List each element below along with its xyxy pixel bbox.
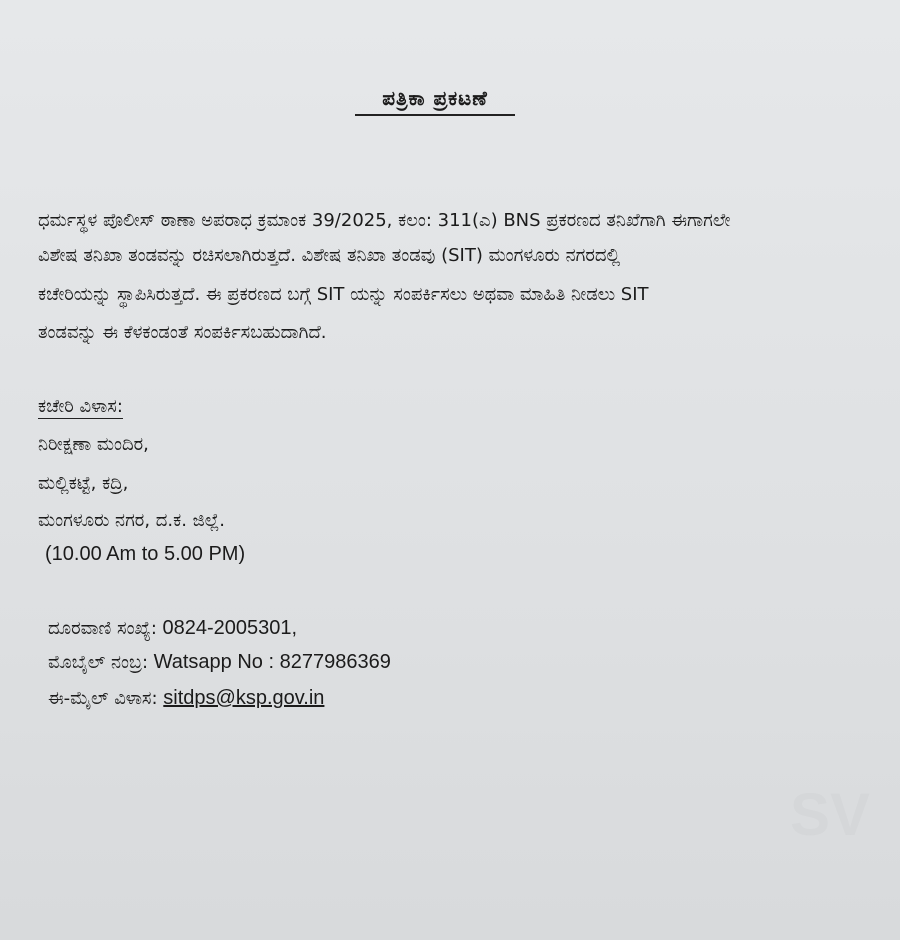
mobile-value: Watsapp No : 8277986369 [148,651,391,673]
body-line-2: ವಿಶೇಷ ತನಿಖಾ ತಂಡವನ್ನು ರಚಿಸಲಾಗಿರುತ್ತದೆ. ವಿಶೇಷ ತನಿಖಾ ತಂಡವು (SIT) ಮಂಗಳೂರು ನಗರದಲ್ಲಿ [38,245,621,266]
mobile-row [48,651,391,674]
address-line-3: ಮಂಗಳೂರು ನಗರ, ದ.ಕ. ಜಿಲ್ಲೆ. [38,510,226,531]
address-line-2: ಮಲ್ಲಿಕಟ್ಟೆ, ಕದ್ರಿ, [38,473,129,494]
body-line-3: ಕಚೇರಿಯನ್ನು ಸ್ಥಾಪಿಸಿರುತ್ತದೆ. ಈ ಪ್ರಕರಣದ ಬಗ್ಗೆ SIT ಯನ್ನು ಸಂಪರ್ಕಿಸಲು ಅಥವಾ ಮಾಹಿತಿ ನೀಡಲು SIT [38,284,649,305]
phone-value: 0824-2005301, [156,617,298,639]
email-label: ಈ-ಮೈಲ್ ವಿಳಾಸ: [48,688,158,709]
faint-watermark: SV [790,781,871,848]
email-link[interactable]: sitdps@ksp.gov.in [163,687,325,709]
address-line-1: ನಿರೀಕ್ಷಣಾ ಮಂದಿರ, [38,434,149,455]
email-row [48,687,324,710]
body-line-1: ಧರ್ಮಸ್ಥಳ ಪೊಲೀಸ್ ಠಾಣಾ ಅಪರಾಧ ಕ್ರಮಾಂಕ 39/2025, ಕಲಂ: 311(ಎ) BNS ಪ್ರಕರಣದ ತನಿಖೆಗಾಗಿ ಈಗಾಗಲೇ [38,210,731,231]
phone-row [48,617,297,640]
office-address-heading: ಕಚೇರಿ ವಿಳಾಸ: [38,396,123,417]
page-title: ಪತ್ರಿಕಾ ಪ್ರಕಟಣೆ [355,86,515,116]
body-line-4: ತಂಡವನ್ನು ಈ ಕೆಳಕಂಡಂತೆ ಸಂಪರ್ಕಿಸಬಹುದಾಗಿದೆ. [38,322,327,343]
phone-label: ದೂರವಾಣಿ ಸಂಖ್ಯೆ: [48,618,157,639]
mobile-label: ಮೊಬೈಲ್ ನಂಬ್ರ: [48,652,149,673]
office-hours: (10.00 Am to 5.00 PM) [45,543,246,565]
